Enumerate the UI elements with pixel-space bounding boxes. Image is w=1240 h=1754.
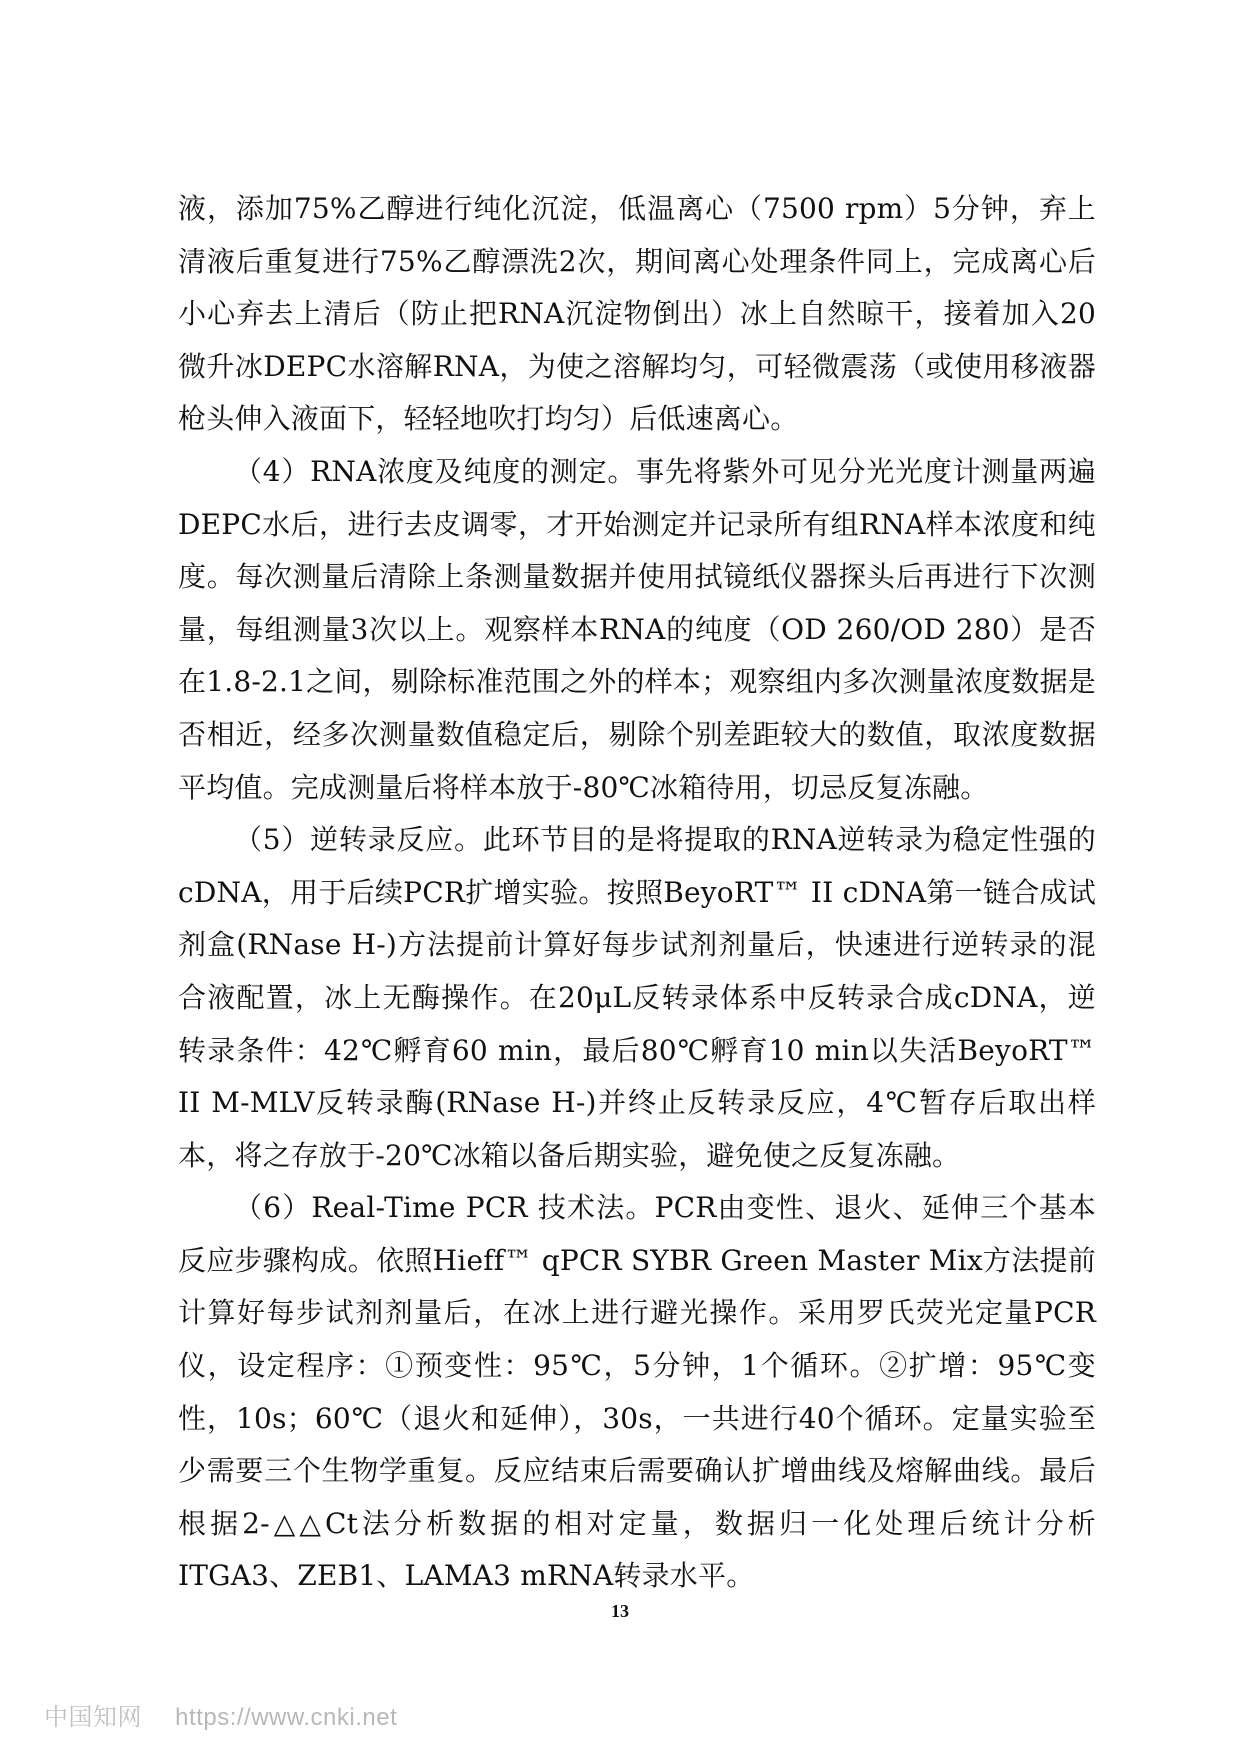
watermark-url: https://www.cnki.net (175, 1704, 398, 1731)
cnki-watermark (44, 1697, 397, 1732)
paragraph-reverse-transcription: （5）逆转录反应。此环节目的是将提取的RNA逆转录为稳定性强的cDNA，用于后续PCR扩增实验。按照BeyoRT™ II cDNA第一链合成试剂盒(RNase H-)方法提前计算好每步试剂剂量后，快速进行逆转录的混合液配置，冰上无酶操作。在20μL反转录体系中反转录合成cDNA，逆转录条件：42℃孵育60 min，最后80℃孵育10 min以失活BeyoRT™ II M-MLV反转录酶(RNase H-)并终止反转录反应，4℃暂存后取出样本，将之存放于-20℃冰箱以备后期实验，避免使之反复冻融。 (178, 823, 1096, 1172)
body-text (178, 183, 1096, 1603)
watermark-brand: 中国知网 (44, 1703, 142, 1731)
paragraph-rna-precipitation: 液，添加75%乙醇进行纯化沉淀，低温离心（7500 rpm）5分钟，弃上清液后重复进行75%乙醇漂洗2次，期间离心处理条件同上，完成离心后小心弃去上清后（防止把RNA沉淀物倒出）冰上自然晾干，接着加入20微升冰DEPC水溶解RNA，为使之溶解均匀，可轻微震荡（或使用移液器枪头伸入液面下，轻轻地吹打均匀）后低速离心。 (178, 192, 1096, 436)
page-number: 13 (611, 1601, 629, 1621)
paragraph-rna-concentration: （4）RNA浓度及纯度的测定。事先将紫外可见分光光度计测量两遍DEPC水后，进行去皮调零，才开始测定并记录所有组RNA样本浓度和纯度。每次测量后清除上条测量数据并使用拭镜纸仪器探头后再进行下次测量，每组测量3次以上。观察样本RNA的纯度（OD 260/OD 280）是否在1.8-2.1之间，剔除标准范围之外的样本；观察组内多次测量浓度数据是否相近，经多次测量数值稳定后，剔除个别差距较大的数值，取浓度数据平均值。完成测量后将样本放于-80℃冰箱待用，切忌反复冻融。 (178, 454, 1096, 804)
paragraph-real-time-pcr: （6）Real-Time PCR 技术法。PCR由变性、退火、延伸三个基本反应步骤构成。依照Hieff™ qPCR SYBR Green Master Mix方法提前计算好每步试剂剂量后，在冰上进行避光操作。采用罗氏荧光定量PCR仪，设定程序：①预变性：95℃，5分钟，1个循环。②扩增：95℃变性，10s；60℃（退火和延伸），30s，一共进行40个循环。定量实验至少需要三个生物学重复。反应结束后需要确认扩增曲线及熔解曲线。最后根据2-△△Ct法分析数据的相对定量，数据归一化处理后统计分析ITGA3、ZEB1、LAMA3 mRNA转录水平。 (178, 1191, 1096, 1593)
